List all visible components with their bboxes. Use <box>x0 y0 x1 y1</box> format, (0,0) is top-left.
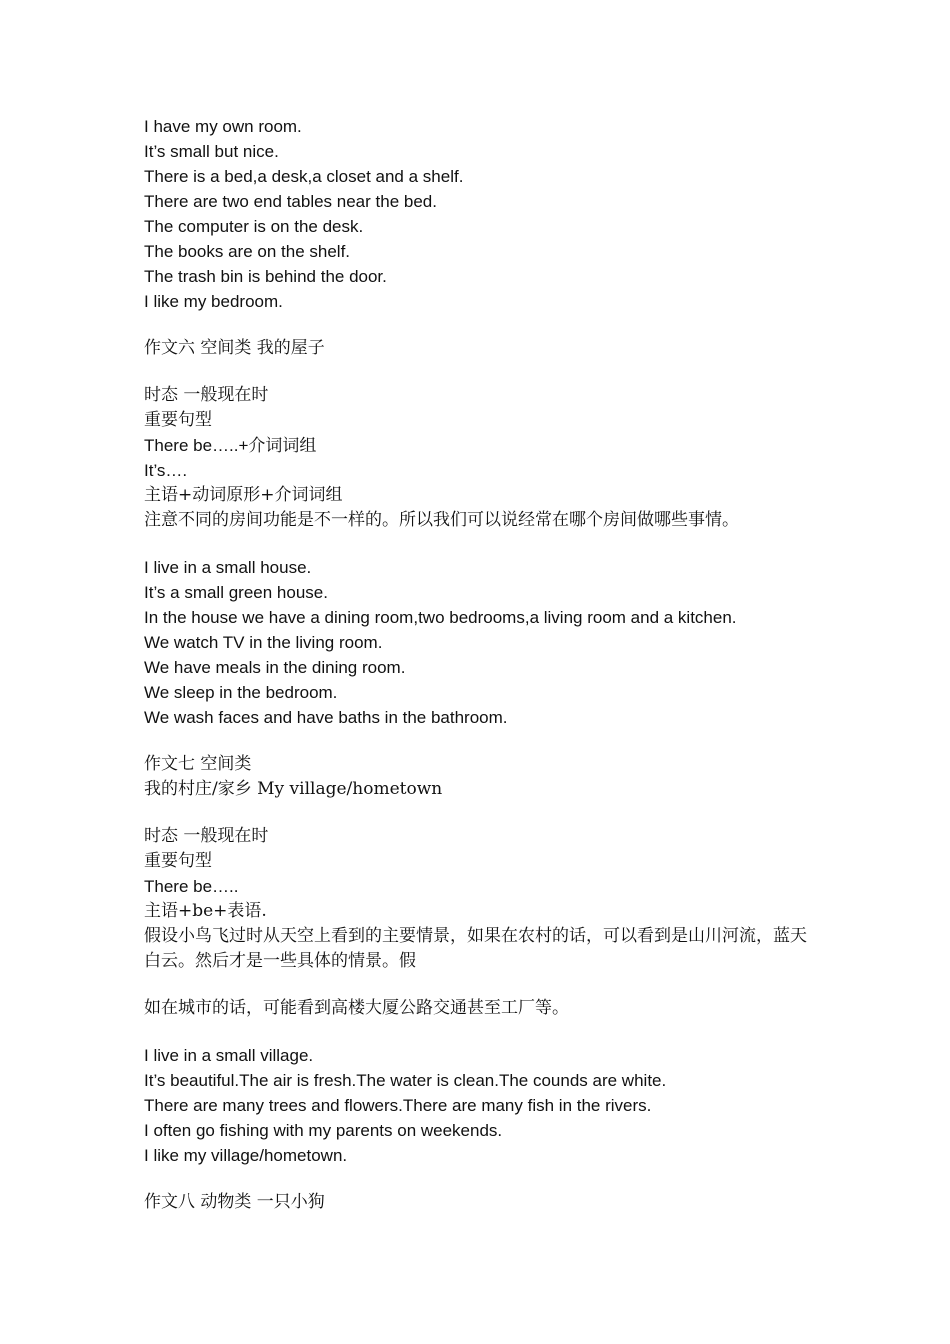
paragraph-gap <box>144 314 824 336</box>
sample-line: We watch TV in the living room. <box>144 633 383 652</box>
sample-line: We have meals in the dining room. <box>144 658 406 677</box>
sample-line: I live in a small house. <box>144 558 312 577</box>
sample-line: It’s a small green house. <box>144 583 328 602</box>
paragraph-gap <box>144 974 824 996</box>
paragraph-gap <box>144 361 824 383</box>
sample-line: In the house we have a dining room,two bedrooms,a living room and a kitchen. <box>144 608 737 627</box>
essay-6-sample <box>144 555 824 730</box>
text-line: I have my own room. <box>144 117 302 136</box>
essay-7-subheading: 我的村庄/家乡 My village/hometown <box>144 779 443 799</box>
essay-6-heading: 作文六 空间类 我的屋子 <box>144 338 325 358</box>
sample-line: We sleep in the bedroom. <box>144 683 338 702</box>
text-line: The computer is on the desk. <box>144 217 364 236</box>
paragraph-gap <box>144 533 824 555</box>
essay-6-note: 注意不同的房间功能是不一样的。所以我们可以说经常在哪个房间做哪些事情。 <box>144 510 739 530</box>
essay-7-tense: 时态 一般现在时 <box>144 826 269 846</box>
essay-7-patterns-title: 重要句型 <box>144 851 212 871</box>
essay-7-sample <box>144 1043 824 1168</box>
text-line: There is a bed,a desk,a closet and a shelf. <box>144 167 464 186</box>
document-page <box>144 114 824 1215</box>
essay-8-section <box>144 1190 824 1215</box>
text-line: There are two end tables near the bed. <box>144 192 437 211</box>
sample-line: I live in a small village. <box>144 1046 314 1065</box>
essay-6-pattern: 主语+动词原形+介词词组 <box>144 485 343 505</box>
essay-6-tense: 时态 一般现在时 <box>144 385 269 405</box>
essay-7-section <box>144 752 824 1168</box>
text-line: It’s small but nice. <box>144 142 279 161</box>
sample-line: It’s beautiful.The air is fresh.The water is clean.The counds are white. <box>144 1071 667 1090</box>
essay-7-pattern: 主语+be+表语. <box>144 901 267 921</box>
paragraph-gap <box>144 1021 824 1043</box>
essay-7-note-continued: 如在城市的话，可能看到高楼大厦公路交通甚至工厂等。 <box>144 998 569 1018</box>
sample-line: We wash faces and have baths in the bathroom. <box>144 708 508 727</box>
room-description <box>144 114 824 314</box>
essay-6-section <box>144 336 824 730</box>
paragraph-gap <box>144 1168 824 1190</box>
essay-7-note: 假设小鸟飞过时从天空上看到的主要情景，如果在农村的话，可以看到是山川河流，蓝天白云。然后才是一些具体的情景。假 <box>144 926 807 971</box>
text-line: The trash bin is behind the door. <box>144 267 387 286</box>
essay-6-pattern: It’s…. <box>144 461 188 480</box>
paragraph-gap <box>144 802 824 824</box>
text-line: The books are on the shelf. <box>144 242 351 261</box>
essay-8-heading: 作文八 动物类 一只小狗 <box>144 1192 325 1212</box>
sample-line: I often go fishing with my parents on weekends. <box>144 1121 503 1140</box>
essay-6-pattern: There be…..+介词词组 <box>144 436 317 455</box>
essay-7-heading: 作文七 空间类 <box>144 754 252 774</box>
essay-7-pattern: There be….. <box>144 877 239 896</box>
sample-line: I like my village/hometown. <box>144 1146 348 1165</box>
text-line: I like my bedroom. <box>144 292 283 311</box>
essay-6-patterns-title: 重要句型 <box>144 410 212 430</box>
paragraph-gap <box>144 730 824 752</box>
sample-line: There are many trees and flowers.There are many fish in the rivers. <box>144 1096 652 1115</box>
